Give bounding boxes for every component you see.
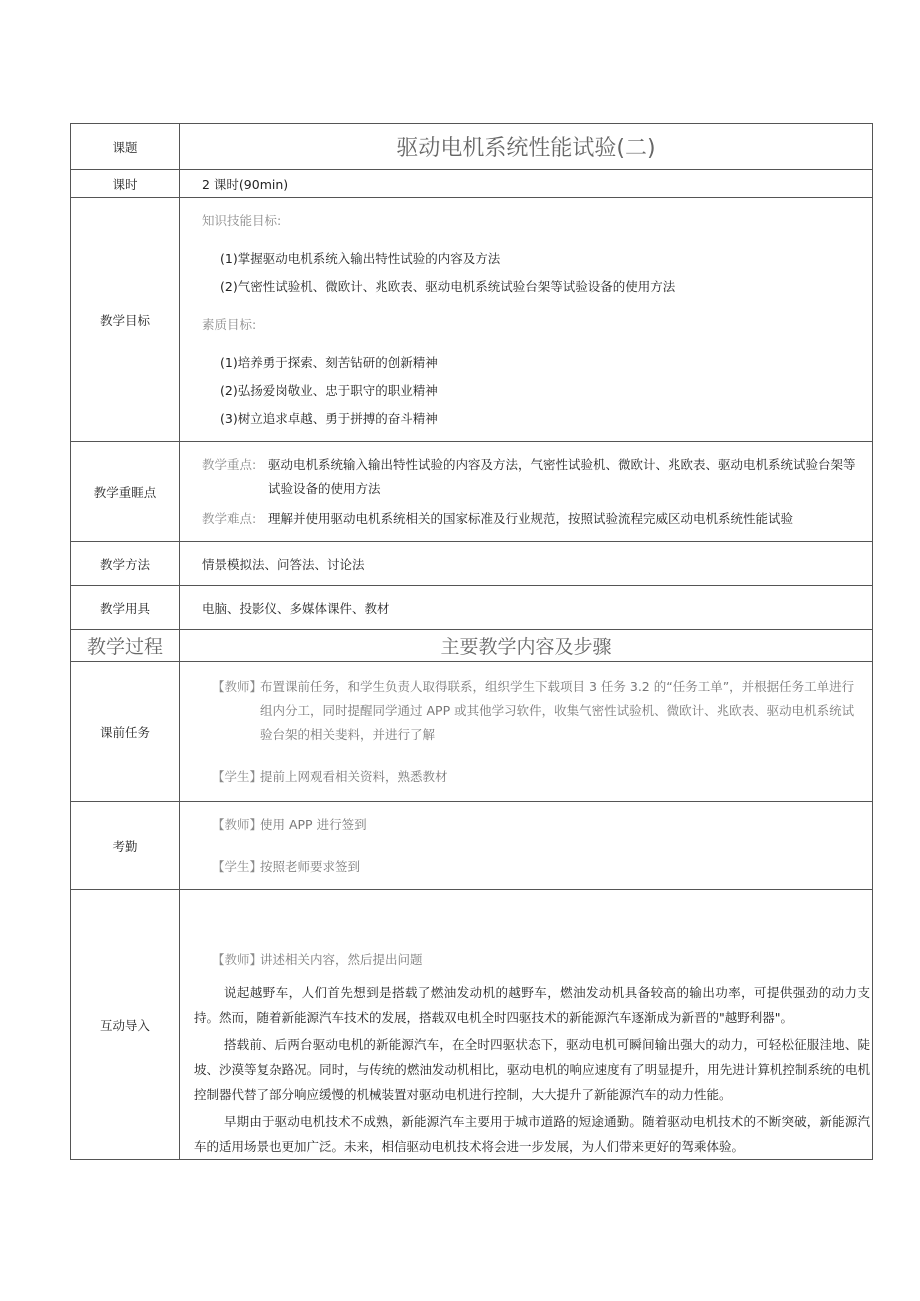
intro-paragraph: 早期由于驱动电机技术不成熟，新能源汽车主要用于城市道路的短途通勤。随着驱动电机技术的不断突破，新能源汽车的适用场景也更加广泛。未来，相信驱动电机技术将会进一步发展，为人们带来更好的驾乘体验。 — [194, 1114, 870, 1154]
pre-class-student — [202, 765, 864, 789]
topic-label: 课题 — [71, 124, 180, 170]
intro-row — [71, 890, 873, 1160]
teacher-text: 使用 APP 进行签到 — [260, 816, 367, 832]
objectives-row — [71, 198, 873, 442]
student-tag: 【学生】 — [212, 858, 263, 874]
topic-title: 驱动电机系统性能试验(二) — [180, 124, 873, 170]
method-label: 教学方法 — [71, 542, 180, 586]
objectives-content — [180, 198, 873, 442]
pre-class-row — [71, 662, 873, 802]
objectives-label: 教学目标 — [71, 198, 180, 442]
lesson-plan-table — [70, 123, 873, 1160]
knowledge-item: (1)掌握驱动电机系统入输出特性试验的内容及方法 — [220, 250, 501, 266]
method-row — [71, 542, 873, 586]
knowledge-heading: 知识技能目标: — [202, 212, 282, 228]
intro-label: 互动导入 — [71, 890, 180, 1160]
difficulty-line — [202, 507, 864, 531]
teacher-tag: 【教师】 — [212, 952, 263, 967]
intro-teacher — [194, 948, 870, 972]
key-point-tag: 教学重点: — [202, 456, 257, 472]
key-points-row — [71, 442, 873, 542]
attendance-content — [180, 802, 873, 890]
quality-item: (3)树立追求卓越、勇于拼搏的奋斗精神 — [220, 410, 438, 426]
knowledge-item: (2)气密性试验机、微欧计、兆欧表、驱动电机系统试验台架等试验设备的使用方法 — [220, 278, 676, 294]
process-header-right: 主要教学内容及步骤 — [180, 630, 873, 662]
key-point-text: 驱动电机系统输入输出特性试验的内容及方法，气密性试验机、微欧计、兆欧表、驱动电机系统试验台架等试验设备的使用方法 — [268, 456, 856, 496]
quality-item: (1)培养勇于探索、刻苦钻研的创新精神 — [220, 354, 438, 370]
teacher-tag: 【教师】 — [212, 678, 263, 694]
intro-content — [180, 890, 873, 1160]
teacher-text: 讲述相关内容，然后提出问题 — [260, 952, 423, 967]
quality-item: (2)弘扬爱岗敬业、忠于职守的职业精神 — [220, 382, 438, 398]
key-points-content — [180, 442, 873, 542]
intro-paragraph: 搭载前、后两台驱动电机的新能源汽车，在全时四驱状态下，驱动电机可瞬间输出强大的动力，可轻松征服洼地、陡坡、沙漠等复杂路况。同时，与传统的燃油发动机相比，驱动电机的响应速度有了明显提升，用先进计算机控制系统的电机控制器代替了部分响应缓慢的机械装置对驱动电机进行控制，大大提升了新能源汽车的动力性能。 — [194, 1037, 870, 1102]
tools-label: 教学用具 — [71, 586, 180, 630]
student-text: 按照老师要求签到 — [260, 858, 361, 874]
quality-heading: 素质目标: — [202, 316, 257, 332]
student-tag: 【学生】 — [212, 768, 263, 784]
intro-paragraph: 说起越野车，人们首先想到是搭载了燃油发动机的越野车，燃油发动机具备较高的输出功率，可提供强劲的动力支持。然而，随着新能源汽车技术的发展，搭载双电机全时四驱技术的新能源汽车逐渐成为新晋的"越野利器"。 — [194, 985, 870, 1025]
key-point-line — [202, 453, 864, 501]
hours-label: 课时 — [71, 170, 180, 198]
attendance-student — [202, 855, 864, 879]
hours-value: 2 课时(90min) — [180, 170, 873, 198]
student-text: 提前上网观看相关资料，熟悉教材 — [260, 768, 448, 784]
pre-class-content — [180, 662, 873, 802]
difficulty-text: 理解并使用驱动电机系统相关的国家标准及行业规范，按照试验流程完威区动电机系统性能试验 — [268, 510, 794, 526]
pre-class-teacher — [202, 675, 864, 747]
teacher-tag: 【教师】 — [212, 816, 263, 832]
attendance-teacher — [202, 813, 864, 837]
tools-value: 电脑、投影仪、多媒体课件、教材 — [180, 586, 873, 630]
key-points-label: 教学重睚点 — [71, 442, 180, 542]
tools-row — [71, 586, 873, 630]
process-header-row — [71, 630, 873, 662]
pre-class-label: 课前任务 — [71, 662, 180, 802]
teacher-text: 布置课前任务，和学生负责人取得联系，组织学生下载项目 3 任务 3.2 的“任务工单”，并根据任务工单进行组内分工，同时提醒同学通过 APP 或其他学习软件，收集气密性试验机、微欧计、兆欧表、驱动电机系统试验台架的相关斐料，并进行了解 — [260, 678, 855, 742]
process-header-left: 教学过程 — [71, 630, 180, 662]
attendance-row — [71, 802, 873, 890]
topic-row — [71, 124, 873, 170]
hours-row — [71, 170, 873, 198]
method-value: 情景模拟法、问答法、讨论法 — [180, 542, 873, 586]
attendance-label: 考勤 — [71, 802, 180, 890]
difficulty-tag: 教学难点: — [202, 510, 257, 526]
